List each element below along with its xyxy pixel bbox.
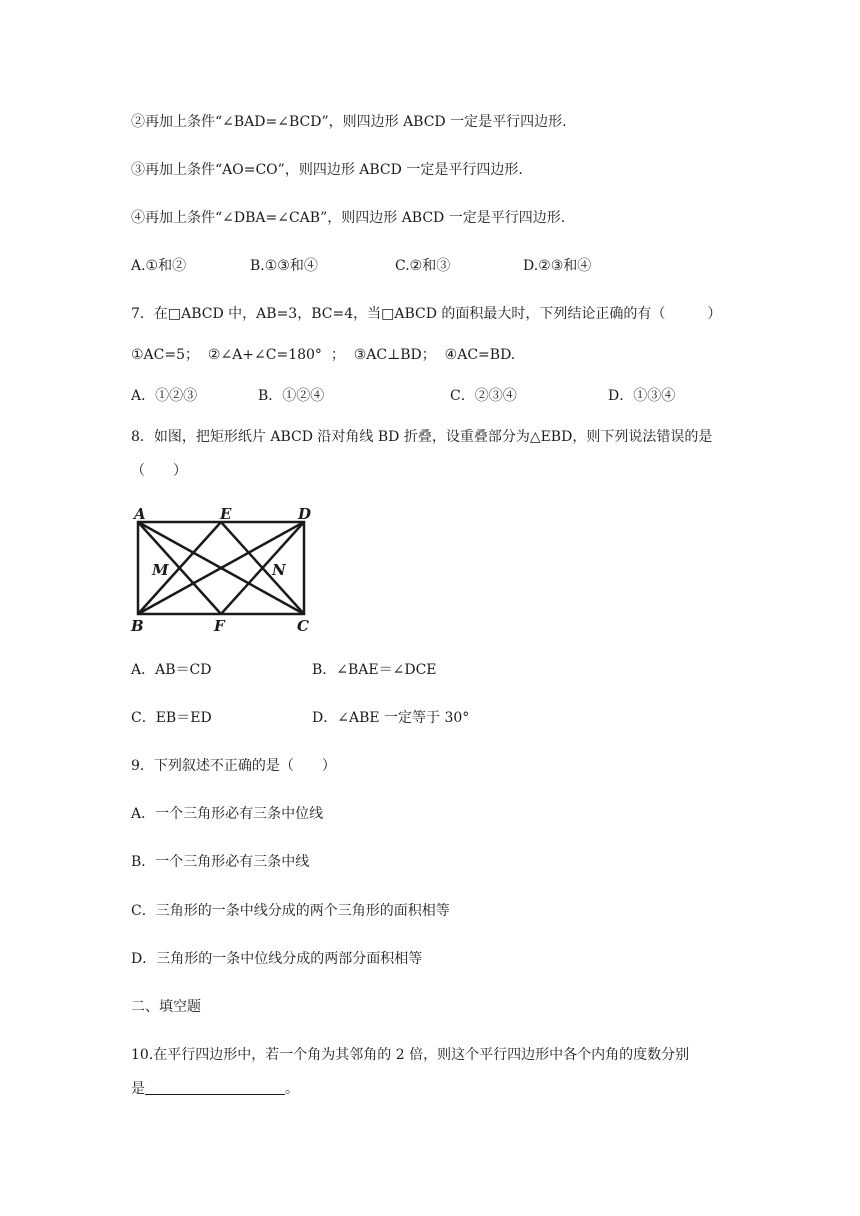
q6-option-a: A.①和② <box>131 258 187 274</box>
q7-option-b: B．①②④ <box>258 388 325 404</box>
q7-option-d: D．①③④ <box>608 388 676 404</box>
q10-stem-line-2 <box>131 1079 299 1099</box>
folded-rectangle-figure <box>128 504 328 634</box>
q7-option-a: A．①②③ <box>131 388 198 404</box>
q9-option-a: A．一个三角形必有三条中位线 <box>131 806 324 822</box>
q6-option-c: C.②和③ <box>395 258 451 274</box>
label-f: F <box>214 617 225 634</box>
q8-stem-line-1: 8．如图，把矩形纸片 ABCD 沿对角线 BD 折叠，设重叠部分为△EBD，则下列说法错误的是 <box>131 429 713 445</box>
q6-condition-3: ③再加上条件“AO=CO”，则四边形 ABCD 一定是平行四边形. <box>131 162 523 178</box>
q8-option-c: C．EB＝ED <box>131 710 212 726</box>
label-e: E <box>220 505 232 523</box>
q8-option-b: B．∠BAE＝∠DCE <box>312 662 437 678</box>
q7-conclusions: ①AC=5； ②∠A+∠C=180° ； ③AC⊥BD； ④AC=BD. <box>131 347 516 363</box>
q6-option-d: D.②③和④ <box>523 258 592 274</box>
q6-condition-4: ④再加上条件“∠DBA=∠CAB”，则四边形 ABCD 一定是平行四边形. <box>131 210 566 226</box>
label-a: A <box>134 505 146 523</box>
q8-stem-line-2: （ ） <box>131 463 187 479</box>
label-b: B <box>131 617 144 634</box>
label-d: D <box>298 505 312 523</box>
q7-stem: 7．在□ABCD 中，AB=3，BC=4，当□ABCD 的面积最大时，下列结论正确的有（ ） <box>131 306 722 322</box>
label-n: N <box>272 561 286 579</box>
q10-prefix: 是 <box>131 1081 145 1097</box>
label-c: C <box>297 617 309 634</box>
label-m: M <box>152 561 169 579</box>
q9-stem: 9．下列叙述不正确的是（ ） <box>131 758 336 774</box>
q6-condition-2: ②再加上条件“∠BAD=∠BCD”，则四边形 ABCD 一定是平行四边形. <box>131 114 567 130</box>
q9-option-b: B．一个三角形必有三条中线 <box>131 854 310 870</box>
q10-answer-blank[interactable] <box>145 1080 285 1095</box>
q8-option-a: A．AB＝CD <box>131 662 212 678</box>
q9-option-c: C．三角形的一条中线分成的两个三角形的面积相等 <box>131 903 450 919</box>
q9-option-d: D．三角形的一条中位线分成的两部分面积相等 <box>131 951 423 967</box>
q6-option-b: B.①③和④ <box>250 258 318 274</box>
q7-option-c: C．②③④ <box>450 388 517 404</box>
q10-suffix: 。 <box>285 1081 299 1097</box>
section-title-fill-in: 二、填空题 <box>131 999 201 1015</box>
q10-stem-line-1: 10.在平行四边形中，若一个角为其邻角的 2 倍，则这个平行四边形中各个内角的度数分别 <box>131 1047 690 1063</box>
q8-option-d: D．∠ABE 一定等于 30° <box>312 710 470 726</box>
